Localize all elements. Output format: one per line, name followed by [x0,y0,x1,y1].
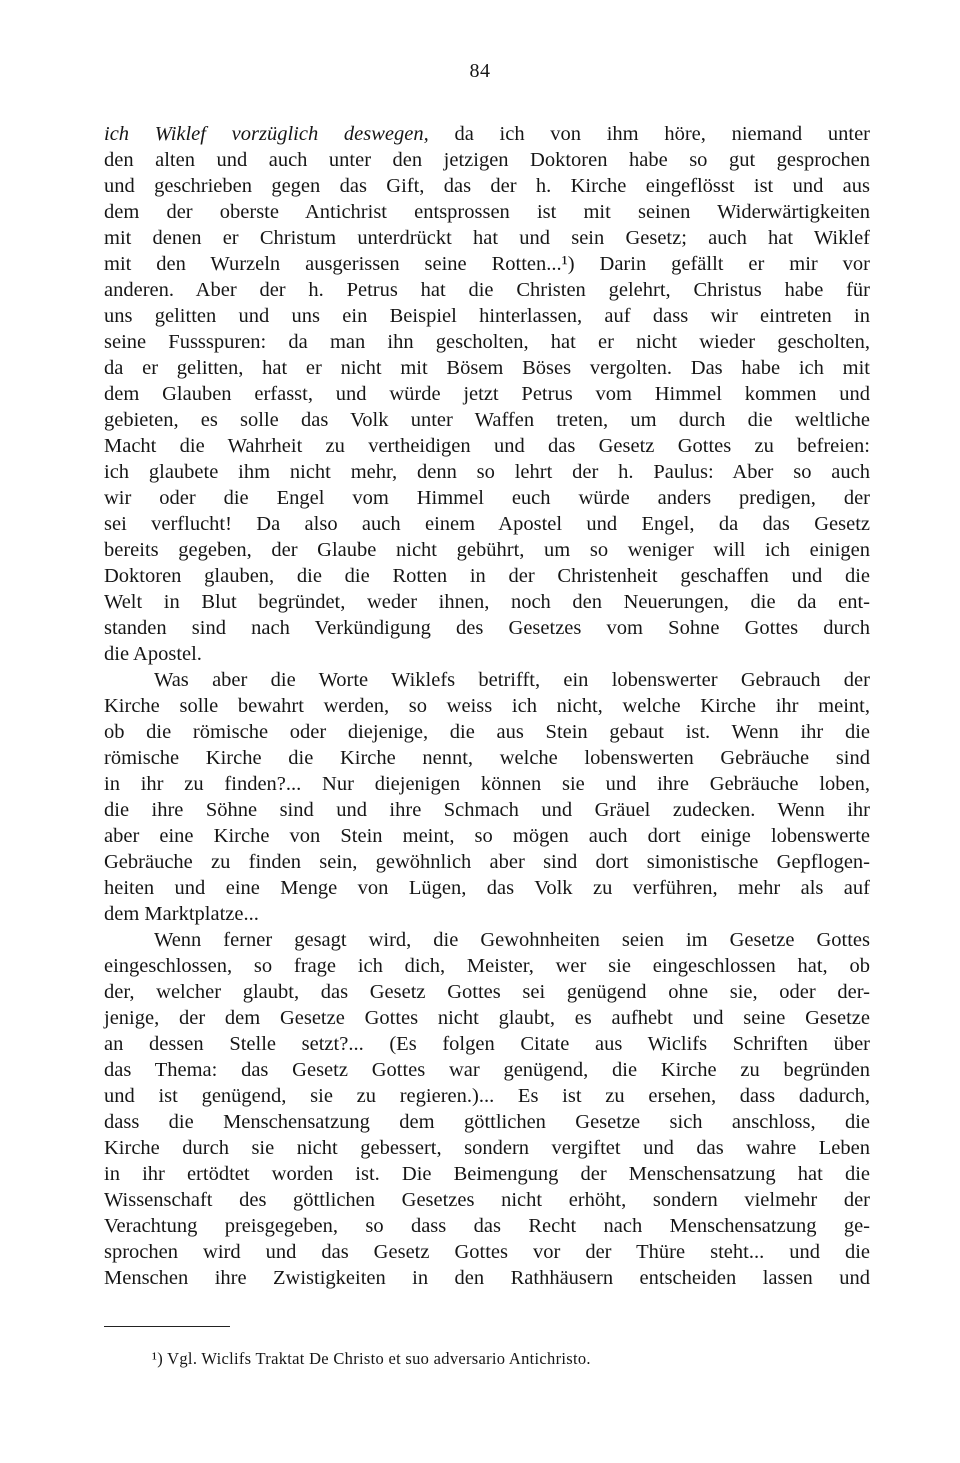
text-line: Verachtung preisgegeben, so dass das Recht nach Menschensatzung ge- [104,1215,870,1237]
text-line: und ist genügend, sie zu regieren.)... Es ist zu ersehen, dass dadurch, [104,1085,870,1107]
text-line: in ihr zu finden?... Nur diejenigen können sie und ihre Gebräuche loben, [104,773,870,795]
text-line: Kirche durch sie nicht gebessert, sondern vergiftet und das wahre Leben [104,1137,870,1159]
text-line: eingeschlossen, so frage ich dich, Meister, wer sie eingeschlossen hat, ob [104,955,870,977]
text-line: und geschrieben gegen das Gift, das der h. Kirche eingeflösst ist und aus [104,175,870,197]
footnote: ¹) Vgl. Wiclifs Traktat De Christo et suo adversario Antichristo. [152,1349,591,1368]
text-line: dass die Menschensatzung dem göttlichen Gesetze sich anschloss, die [104,1111,870,1133]
text-line: die ihre Söhne sind und ihre Schmach und Gräuel zudecken. Wenn ihr [104,799,870,821]
text-line: ob die römische oder diejenige, die aus Stein gebaut ist. Wenn ihr die [104,721,870,743]
body-text [104,121,870,1291]
text-line: sei verflucht! Da also auch einem Apostel und Engel, da das Gesetz [104,513,870,535]
text-line: dem der oberste Antichrist entsprossen ist mit seinen Widerwärtigkeiten [104,201,870,223]
text-line: jenige, der dem Gesetze Gottes nicht glaubt, es aufhebt und seine Gesetze [104,1007,870,1029]
text-line: das Thema: das Gesetz Gottes war genügend, die Kirche zu begründen [104,1059,870,1081]
text-line: Macht die Wahrheit zu vertheidigen und das Gesetz Gottes zu befreien: [104,435,870,457]
text-line: ich glaubete ihm nicht mehr, denn so lehrt der h. Paulus: Aber so auch [104,461,870,483]
text-line: seine Fussspuren: da man ihn gescholten, hat er nicht wieder gescholten, [104,331,870,353]
text-line: Was aber die Worte Wiklefs betrifft, ein lobenswerter Gebrauch der [154,669,870,691]
text-line: römische Kirche die Kirche nennt, welche lobenswerten Gebräuche sind [104,747,870,769]
text-line: Wenn ferner gesagt wird, die Gewohnheiten seien im Gesetze Gottes [154,929,870,951]
text-line: Kirche solle bewahrt werden, so weiss ich nicht, welche Kirche ihr meint, [104,695,870,717]
text-line: standen sind nach Verkündigung des Gesetzes vom Sohne Gottes durch [104,617,870,639]
text-line: Welt in Blut begründet, weder ihnen, noch den Neuerungen, die da ent- [104,591,870,613]
text-line: wir oder die Engel vom Himmel euch würde anders predigen, der [104,487,870,509]
text-line: anderen. Aber der h. Petrus hat die Christen gelehrt, Christus habe für [104,279,870,301]
text-line: den alten und auch unter den jetzigen Doktoren habe so gut gesprochen [104,149,870,171]
text-line: Gebräuche zu finden sein, gewöhnlich aber sind dort simonistische Gepflogen- [104,851,870,873]
text-line: heiten und eine Menge von Lügen, das Volk zu verführen, mehr als auf [104,877,870,899]
text-line: sprochen wird und das Gesetz Gottes vor der Thüre steht... und die [104,1241,870,1263]
text-line: bereits gegeben, der Glaube nicht gebührt, um so weniger will ich einigen [104,539,870,561]
text-line: mit denen er Christum unterdrückt hat und sein Gesetz; auch hat Wiklef [104,227,870,249]
paragraph-3 [104,927,870,1291]
text-line: Doktoren glauben, die die Rotten in der Christenheit geschaffen und die [104,565,870,587]
text-line: da er gelitten, hat er nicht mit Bösem Böses vergolten. Das habe ich mit [104,357,870,379]
text-line: dem Glauben erfasst, und würde jetzt Petrus vom Himmel kommen und [104,383,870,405]
text-line: an dessen Stelle setzt?... (Es folgen Citate aus Wiclifs Schriften über [104,1033,870,1055]
page-number: 84 [469,60,491,82]
text-line: Menschen ihre Zwistigkeiten in den Rathhäusern entscheiden lassen und [104,1267,870,1289]
paragraph-1 [104,121,870,667]
text-line: Wissenschaft des göttlichen Gesetzes nicht erhöht, sondern vielmehr der [104,1189,870,1211]
footnote-divider [104,1326,230,1327]
text-line: die Apostel. [104,643,202,665]
text-line: dem Marktplatze... [104,903,259,925]
text-line: ich Wiklef vorzüglich deswegen, da ich von ihm höre, niemand unter [104,123,870,145]
text-line: uns gelitten und uns ein Beispiel hinterlassen, auf dass wir eintreten in [104,305,870,327]
text-line: in ihr ertödtet worden ist. Die Beimengung der Menschensatzung hat die [104,1163,870,1185]
text-line: gebieten, es solle das Volk unter Waffen treten, um durch die weltliche [104,409,870,431]
text-line: mit den Wurzeln ausgerissen seine Rotten...¹) Darin gefällt er mir vor [104,253,870,275]
text-line: der, welcher glaubt, das Gesetz Gottes sei genügend ohne sie, oder der- [104,981,870,1003]
text-line: aber eine Kirche von Stein meint, so mögen auch dort einige lobenswerte [104,825,870,847]
paragraph-2 [104,667,870,927]
